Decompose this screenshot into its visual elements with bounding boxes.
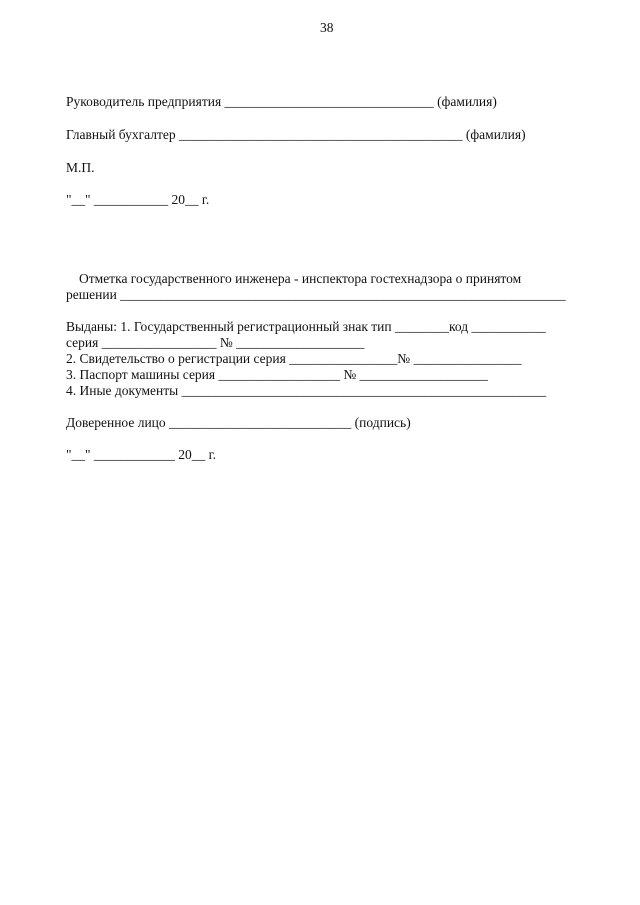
inspector-mark-line: Отметка государственного инженера - инспектора гостехнадзора о принятом <box>79 271 522 286</box>
seal-label: М.П. <box>66 160 95 175</box>
issued-plate-line: Выданы: 1. Государственный регистрационный знак тип ________код ___________ <box>66 319 546 334</box>
passport-line: 3. Паспорт машины серия __________________ № ___________________ <box>66 367 488 382</box>
certificate-line: 2. Свидетельство о регистрации серия ________________№ ________________ <box>66 351 522 366</box>
page-number: 38 <box>320 20 334 35</box>
series-line: серия _________________ № ___________________ <box>66 335 365 350</box>
date-line-1: "__" ___________ 20__ г. <box>66 192 210 207</box>
date-line-2: "__" ____________ 20__ г. <box>66 447 217 462</box>
other-docs-line: 4. Иные документы ______________________________________________________ <box>66 383 547 398</box>
accountant-line: Главный бухгалтер __________________________________________ (фамилия) <box>66 127 526 142</box>
director-line: Руководитель предприятия _______________________________ (фамилия) <box>66 94 497 109</box>
proxy-line: Доверенное лицо ___________________________ (подпись) <box>66 415 411 430</box>
decision-line: решении __________________________________________________________________ <box>66 287 566 302</box>
